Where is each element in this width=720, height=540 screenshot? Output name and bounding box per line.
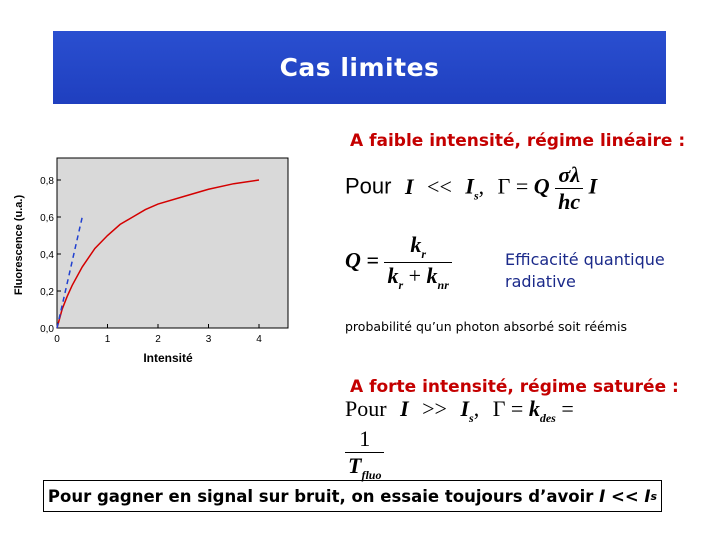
- q-num-k: k: [410, 232, 422, 257]
- formula-Is: I: [465, 173, 474, 199]
- formula-Is-sub: s: [473, 188, 479, 203]
- y-axis-label: Fluorescence (u.a.): [13, 194, 25, 296]
- formula-linear: [345, 162, 615, 222]
- x-tick-label: 4: [256, 334, 262, 345]
- q-den-kr: k: [387, 263, 399, 288]
- formula-comma: ,: [478, 173, 485, 199]
- x-tick-label: 1: [104, 334, 111, 345]
- y-tick-label: 0,4: [40, 250, 54, 261]
- q-num-sub: r: [421, 247, 426, 261]
- formula-rel: <<: [427, 173, 452, 199]
- formula-saturated: [345, 396, 615, 482]
- formula3-k: k: [528, 396, 540, 421]
- footer-op: <<: [605, 486, 645, 506]
- low-intensity-heading: A faible intensité, régime linéaire :: [350, 131, 686, 151]
- formula3-k-sub: des: [539, 411, 556, 425]
- slide-title: Cas limites: [279, 53, 440, 82]
- formula-quantum-yield: [345, 232, 495, 302]
- formula-I: I: [404, 173, 414, 199]
- qe-line-2: radiative: [505, 272, 576, 291]
- title-bar: [53, 31, 666, 104]
- formula3-I: I: [400, 396, 409, 421]
- formula-I2: I: [588, 173, 598, 199]
- formula3-num: 1: [359, 426, 371, 451]
- formula3-pour: Pour: [345, 396, 387, 421]
- footer-I: I: [599, 486, 606, 506]
- formula3-den: [345, 452, 384, 483]
- formula-pour: Pour: [345, 173, 392, 199]
- q-den-plus: +: [403, 263, 427, 288]
- formula3-eq: =: [561, 396, 574, 421]
- footer-text: Pour gagner en signal sur bruit, on essaie toujours d’avoir: [47, 486, 600, 506]
- high-intensity-heading: A forte intensité, régime saturée :: [350, 377, 679, 397]
- x-axis-label: Intensité: [143, 351, 193, 365]
- x-tick-label: 0: [54, 334, 60, 345]
- plot-area: [57, 158, 288, 328]
- quantum-efficiency-label: [505, 249, 665, 293]
- q-den-knr: k: [426, 263, 438, 288]
- formula3-den-sub: fluo: [361, 468, 382, 482]
- formula3-rel: >>: [422, 396, 447, 421]
- q-numerator: [407, 232, 429, 262]
- y-tick-label: 0,8: [40, 176, 54, 187]
- formula3-fraction: [345, 426, 384, 483]
- fraction-numerator: σλ: [558, 162, 580, 187]
- qe-line-1: Efficacité quantique: [505, 250, 665, 269]
- formula3-gamma-eq: Γ =: [492, 396, 529, 421]
- footer-Is: I: [644, 486, 651, 506]
- q-fraction: [384, 232, 451, 293]
- formula-fraction: [555, 162, 583, 215]
- x-tick-label: 3: [205, 334, 212, 345]
- q-den-knr-sub: nr: [437, 278, 449, 292]
- formula3-comma: ,: [473, 396, 480, 421]
- fraction-denominator: hc: [555, 188, 583, 215]
- formula3-Is: I: [460, 396, 470, 421]
- footer-box: [43, 480, 662, 512]
- formula3-Is-sub: s: [469, 411, 474, 425]
- formula3-den-T: T: [348, 453, 362, 478]
- x-tick-label: 2: [155, 334, 161, 345]
- q-den-kr-sub: r: [398, 278, 404, 292]
- formula-gamma-eq: Γ =: [497, 173, 534, 199]
- footer-Is-sub: s: [650, 489, 658, 503]
- probability-text: probabilité qu’un photon absorbé soit réémis: [345, 319, 627, 334]
- y-tick-label: 0,2: [40, 287, 54, 298]
- formula-Q-eq: Q =: [345, 247, 385, 273]
- chart-svg: [0, 150, 300, 380]
- y-tick-label: 0,0: [40, 324, 54, 335]
- chart: [0, 150, 300, 384]
- y-tick-label: 0,6: [40, 213, 54, 224]
- q-denominator: [384, 262, 451, 293]
- formula-Q: Q: [533, 173, 550, 199]
